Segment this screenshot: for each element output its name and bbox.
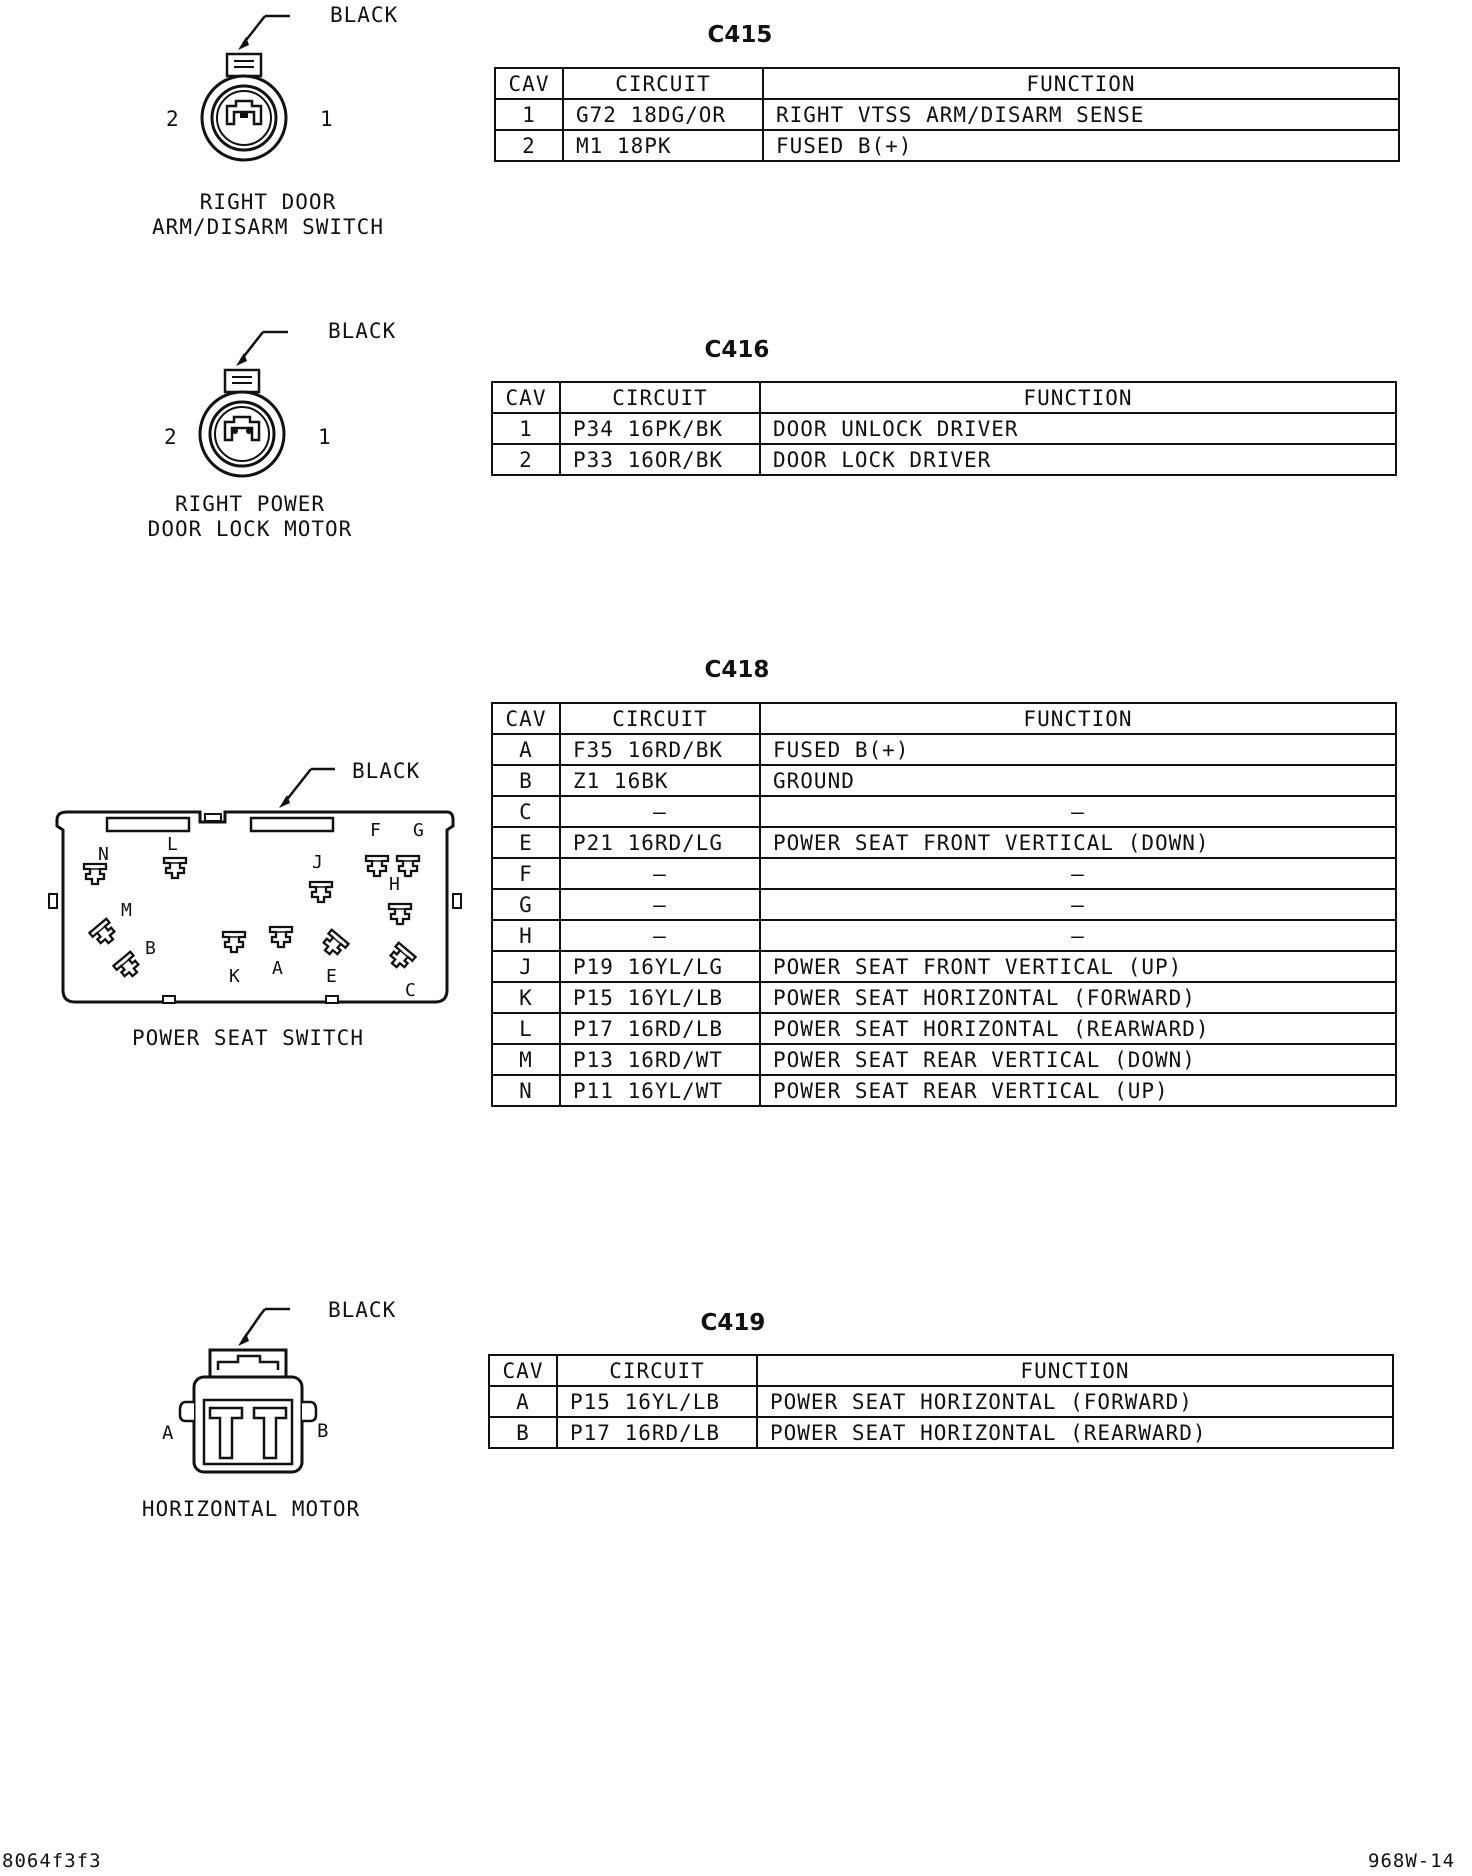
cell-cav: L bbox=[492, 1013, 560, 1044]
cell-function: POWER SEAT HORIZONTAL (FORWARD) bbox=[757, 1386, 1393, 1417]
cell-circuit: P11 16YL/WT bbox=[560, 1075, 760, 1106]
table-row bbox=[489, 1417, 1393, 1448]
header-cav: CAV bbox=[495, 68, 563, 99]
cell-circuit: – bbox=[560, 889, 760, 920]
cell-function: POWER SEAT FRONT VERTICAL (UP) bbox=[760, 951, 1396, 982]
cell-function: DOOR LOCK DRIVER bbox=[760, 444, 1396, 475]
table-row bbox=[492, 1044, 1396, 1075]
table-row bbox=[492, 889, 1396, 920]
cell-circuit: P17 16RD/LB bbox=[560, 1013, 760, 1044]
cell-cav: E bbox=[492, 827, 560, 858]
cell-circuit: P15 16YL/LB bbox=[557, 1386, 757, 1417]
c418-color-label: BLACK bbox=[352, 759, 421, 783]
cell-circuit: P15 16YL/LB bbox=[560, 982, 760, 1013]
header-circuit: CIRCUIT bbox=[560, 703, 760, 734]
c418-caption-line-1: POWER SEAT SWITCH bbox=[132, 1026, 364, 1050]
cell-cav: K bbox=[492, 982, 560, 1013]
table-header-row bbox=[492, 382, 1396, 413]
c416-title: C416 bbox=[704, 337, 770, 363]
cell-circuit: F35 16RD/BK bbox=[560, 734, 760, 765]
table-row bbox=[495, 99, 1399, 130]
cell-function: – bbox=[760, 858, 1396, 889]
c416-pin-label-2: 2 bbox=[164, 425, 178, 449]
c418-pin-label-m: M bbox=[121, 900, 133, 921]
c418-pin-label-g: G bbox=[413, 820, 425, 841]
footer-right-code: 968W-14 bbox=[1368, 1850, 1456, 1872]
c418-pin-label-l: L bbox=[167, 834, 179, 855]
cell-function: – bbox=[760, 889, 1396, 920]
table-header-row bbox=[495, 68, 1399, 99]
header-cav: CAV bbox=[492, 382, 560, 413]
cell-cav: B bbox=[492, 765, 560, 796]
c415-connector-drawing bbox=[180, 0, 340, 160]
c416-connector-drawing bbox=[178, 316, 338, 476]
table-row bbox=[492, 1013, 1396, 1044]
footer-left-code: 8064f3f3 bbox=[2, 1850, 102, 1872]
cell-circuit: – bbox=[560, 920, 760, 951]
c415-table bbox=[494, 67, 1400, 162]
cell-function: FUSED B(+) bbox=[760, 734, 1396, 765]
header-circuit: CIRCUIT bbox=[560, 382, 760, 413]
c418-pin-label-n: N bbox=[98, 844, 110, 865]
cell-cav: A bbox=[489, 1386, 557, 1417]
header-function: FUNCTION bbox=[757, 1355, 1393, 1386]
cell-circuit: P21 16RD/LG bbox=[560, 827, 760, 858]
cell-cav: C bbox=[492, 796, 560, 827]
table-row bbox=[492, 796, 1396, 827]
cell-cav: A bbox=[492, 734, 560, 765]
c416-caption-line-1: RIGHT POWER bbox=[174, 492, 326, 516]
table-header-row bbox=[492, 703, 1396, 734]
c418-title: C418 bbox=[704, 657, 770, 683]
c418-pin-label-c: C bbox=[405, 980, 417, 1001]
c418-caption bbox=[98, 1026, 398, 1051]
header-cav: CAV bbox=[492, 703, 560, 734]
c419-title: C419 bbox=[700, 1310, 766, 1336]
cell-circuit: Z1 16BK bbox=[560, 765, 760, 796]
table-row bbox=[492, 444, 1396, 475]
cell-circuit: M1 18PK bbox=[563, 130, 763, 161]
c415-caption bbox=[118, 190, 418, 240]
header-circuit: CIRCUIT bbox=[557, 1355, 757, 1386]
header-function: FUNCTION bbox=[760, 382, 1396, 413]
c419-color-label: BLACK bbox=[328, 1298, 397, 1322]
c415-pin-label-1: 1 bbox=[320, 107, 334, 131]
c419-table bbox=[488, 1354, 1394, 1449]
c418-table bbox=[491, 702, 1397, 1107]
cell-function: POWER SEAT HORIZONTAL (REARWARD) bbox=[760, 1013, 1396, 1044]
cell-cav: H bbox=[492, 920, 560, 951]
c418-pin-label-f: F bbox=[370, 820, 382, 841]
c418-pin-label-k: K bbox=[229, 966, 241, 987]
header-circuit: CIRCUIT bbox=[563, 68, 763, 99]
cell-circuit: G72 18DG/OR bbox=[563, 99, 763, 130]
cell-function: FUSED B(+) bbox=[763, 130, 1399, 161]
cell-function: POWER SEAT REAR VERTICAL (UP) bbox=[760, 1075, 1396, 1106]
cell-cav: N bbox=[492, 1075, 560, 1106]
c418-pin-label-b: B bbox=[145, 938, 157, 959]
cell-function: POWER SEAT HORIZONTAL (FORWARD) bbox=[760, 982, 1396, 1013]
table-row bbox=[492, 1075, 1396, 1106]
table-header-row bbox=[489, 1355, 1393, 1386]
c416-table bbox=[491, 381, 1397, 476]
c415-caption-line-1: RIGHT DOOR bbox=[199, 190, 337, 214]
cell-cav: 2 bbox=[492, 444, 560, 475]
table-row bbox=[492, 765, 1396, 796]
cell-function: RIGHT VTSS ARM/DISARM SENSE bbox=[763, 99, 1399, 130]
c416-caption-line-2: DOOR LOCK MOTOR bbox=[147, 517, 353, 541]
table-row bbox=[492, 982, 1396, 1013]
c418-pin-label-j: J bbox=[312, 852, 324, 873]
cell-circuit: – bbox=[560, 796, 760, 827]
cell-function: POWER SEAT REAR VERTICAL (DOWN) bbox=[760, 1044, 1396, 1075]
cell-cav: M bbox=[492, 1044, 560, 1075]
header-function: FUNCTION bbox=[760, 703, 1396, 734]
cell-cav: G bbox=[492, 889, 560, 920]
cell-function: – bbox=[760, 796, 1396, 827]
cell-cav: F bbox=[492, 858, 560, 889]
c419-caption bbox=[101, 1497, 401, 1522]
table-row bbox=[492, 920, 1396, 951]
cell-function: – bbox=[760, 920, 1396, 951]
cell-circuit: P34 16PK/BK bbox=[560, 413, 760, 444]
table-row bbox=[489, 1386, 1393, 1417]
cell-cav: 1 bbox=[495, 99, 563, 130]
c419-pin-label-b: B bbox=[317, 1420, 330, 1442]
cell-circuit: – bbox=[560, 858, 760, 889]
table-row bbox=[492, 827, 1396, 858]
table-row bbox=[492, 951, 1396, 982]
c415-title: C415 bbox=[707, 22, 773, 48]
header-cav: CAV bbox=[489, 1355, 557, 1386]
cell-cav: B bbox=[489, 1417, 557, 1448]
cell-cav: 1 bbox=[492, 413, 560, 444]
table-row bbox=[492, 734, 1396, 765]
c416-pin-label-1: 1 bbox=[318, 425, 332, 449]
table-row bbox=[495, 130, 1399, 161]
cell-cav: J bbox=[492, 951, 560, 982]
c415-color-label: BLACK bbox=[330, 3, 399, 27]
cell-cav: 2 bbox=[495, 130, 563, 161]
cell-circuit: P19 16YL/LG bbox=[560, 951, 760, 982]
cell-function: GROUND bbox=[760, 765, 1396, 796]
cell-function: POWER SEAT FRONT VERTICAL (DOWN) bbox=[760, 827, 1396, 858]
cell-circuit: P13 16RD/WT bbox=[560, 1044, 760, 1075]
table-row bbox=[492, 413, 1396, 444]
cell-circuit: P33 16OR/BK bbox=[560, 444, 760, 475]
c418-pin-label-e: E bbox=[326, 966, 338, 987]
table-row bbox=[492, 858, 1396, 889]
c415-pin-label-2: 2 bbox=[166, 107, 180, 131]
c419-connector-drawing bbox=[180, 1300, 380, 1500]
cell-function: DOOR UNLOCK DRIVER bbox=[760, 413, 1396, 444]
c418-pin-label-h: H bbox=[389, 874, 401, 895]
cell-function: POWER SEAT HORIZONTAL (REARWARD) bbox=[757, 1417, 1393, 1448]
c415-caption-line-2: ARM/DISARM SWITCH bbox=[152, 215, 384, 239]
header-function: FUNCTION bbox=[763, 68, 1399, 99]
c416-caption bbox=[100, 492, 400, 542]
c416-color-label: BLACK bbox=[328, 319, 397, 343]
c419-caption-line-1: HORIZONTAL MOTOR bbox=[141, 1497, 361, 1521]
cell-circuit: P17 16RD/LB bbox=[557, 1417, 757, 1448]
c419-pin-label-a: A bbox=[162, 1422, 175, 1444]
c418-pin-label-a: A bbox=[272, 958, 284, 979]
